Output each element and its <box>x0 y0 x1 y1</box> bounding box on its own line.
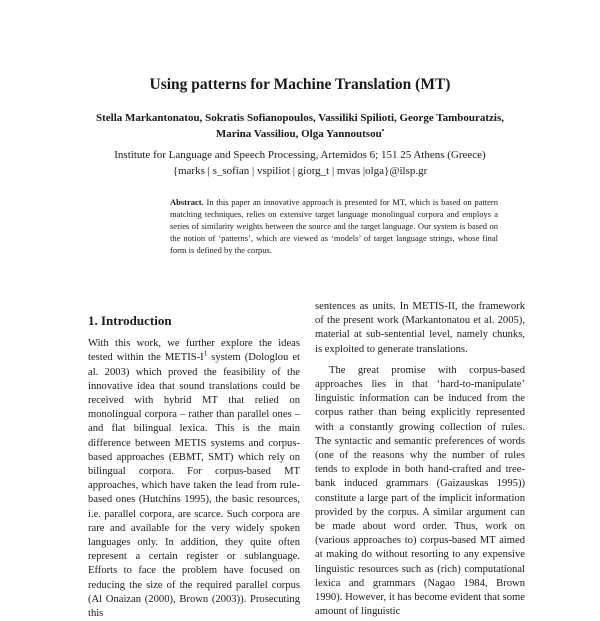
right-paragraph-1: sentences as units. In METIS-II, the framework of the present work (Markantonatou et al. 2005), material at sub-sentential level, namely chunks, is exploited to generate translations. <box>315 301 525 355</box>
affiliation-block <box>60 147 540 179</box>
paper-title: Using patterns for Machine Translation (MT) <box>149 76 451 93</box>
authors-line-1: Stella Markantonatou, Sokratis Sofianopoulos, Vassiliki Spilioti, George Tambouratzis, <box>96 112 504 124</box>
section-heading: 1. Introduction <box>88 313 172 328</box>
abstract-label: Abstract. <box>170 197 204 207</box>
abstract <box>170 196 498 256</box>
left-column <box>88 314 300 621</box>
right-column <box>315 300 525 619</box>
intro-p1-text-a: With this work, we further explore the ideas tested within the METIS-I <box>88 338 300 364</box>
author-emails: {marks | s_sofian | vspiliot | giorg_t | mvas |olga}@ilsp.gr <box>172 165 428 177</box>
authors-line-2 <box>60 126 540 142</box>
author-footnote-mark: • <box>381 126 385 135</box>
footnote-ref: 1 <box>203 349 208 358</box>
abstract-text: In this paper an innovative approach is presented for MT, which is based on pattern matching techniques, relies on extensive target language monolingual corpora and employs a series of similarity weights between the source and the target language. Our system is based on the notion of ‘patterns’, which are viewed as ‘models’ of target language strings, whose final form is defined by the corpus. <box>170 197 499 255</box>
intro-p1-text-b: system (Dologlou et al. 2003) which proved the feasibility of the innovative idea that sound translations could be received with hybrid MT that relied on monolingual corpora – rather than parallel ones – and flat bilingual lexica. This is the main difference between METIS systems and corpus-based approaches (EBMT, SMT) which rely on bilingual corpora. For corpus-based MT approaches, which have taken the lead from rule-based ones (Hutchins 1995), the basic resources, i.e. parallel corpora, are scarce. Such corpora are rare and available for the very widely spoken languages only. In addition, they quite often represent a certain register or sublanguage. Efforts to face the problem have focused on reducing the size of the required parallel corpus (Al Onaizan (2000), Brown (2003)). Prosecuting this <box>88 352 300 620</box>
affiliation: Institute for Language and Speech Processing, Artemidos 6; 151 25 Athens (Greece) <box>114 149 486 161</box>
author-list <box>60 110 540 142</box>
right-paragraph-2: The great promise with corpus-based approaches lies in that ‘hard-to-manipulate’ linguistic information can be induced from the corpus rather than being explicitly represented with a constantly growing collection of rules. The syntactic and semantic preferences of words (one of the reasons why the number of rules tends to explode in both hand-crafted and tree-bank induced grammars (Gaizauskas 1995)) constitute a large part of the implicit information provided by the corpus. A similar argument can be made about word order. Thus, work on (various approaches to) corpus-based MT aimed at making do without resorting to any expensive linguistic resources such as (rich) computational lexica and grammars (Nagao 1984, Brown 1990). However, it has become evident that some amount of linguistic <box>315 364 525 618</box>
authors-line-2-names: Marina Vassiliou, Olga Yannoutsou <box>215 128 382 140</box>
intro-paragraph-1 <box>88 337 300 621</box>
